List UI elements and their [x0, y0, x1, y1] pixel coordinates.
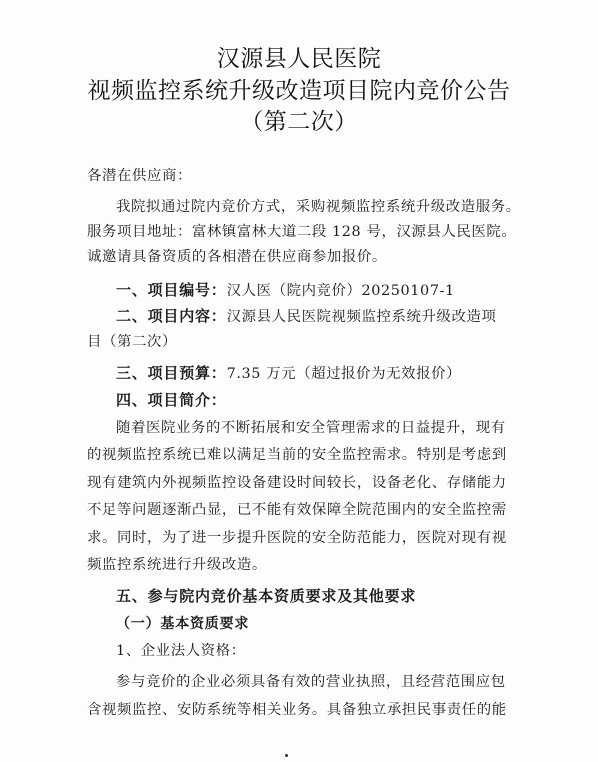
document-title-project: 视频监控系统升级改造项目院内竞价公告	[87, 78, 511, 104]
section-project-number	[116, 280, 455, 301]
qualification-paragraph-line: 参与竞价的企业必须具备有效的营业执照，且经营范围应包	[116, 674, 506, 690]
section-project-content-cont: 目（第二次）	[87, 334, 177, 350]
scan-speck	[285, 754, 288, 757]
document-title-hospital: 汉源县人民医院	[216, 46, 382, 72]
item-legal-entity: 1、企业法人资格：	[116, 643, 246, 659]
intro-paragraph-line: 频监控系统进行升级改造。	[87, 557, 267, 573]
document-title-round: （第二次）	[240, 109, 358, 135]
section-project-budget	[116, 363, 461, 384]
intro-paragraph-line: 求。同时，为了进一步提升医院的安全防范能力，医院对现有视	[87, 530, 507, 546]
intro-paragraph-line: 不足等问题逐渐凸显，已不能有效保障全院范围内的安全监控需	[87, 502, 507, 518]
section-project-content	[116, 306, 496, 327]
section-project-number-label: 一、项目编号：	[116, 281, 227, 299]
intro-line-3: 诚邀请具备资质的各相潜在供应商参加报价。	[87, 249, 387, 265]
sub-section-basic-requirements: （一）基本资质要求	[116, 616, 250, 632]
section-qualification-label: 五、参与院内竞价基本资质要求及其他要求	[116, 587, 417, 605]
greeting: 各潜在供应商：	[87, 168, 192, 184]
qualification-paragraph-line: 含视频监控、安防系统等相关业务。具备独立承担民事责任的能	[87, 702, 507, 718]
section-project-budget-value: 7.35 万元（超过报价为无效报价）	[226, 366, 462, 382]
section-project-number-value: 汉人医（院内竞价）20250107-1	[226, 283, 455, 299]
section-project-budget-label: 三、项目预算：	[116, 364, 227, 382]
intro-paragraph-line: 现有建筑内外视频监控设备建设时间较长，设备老化、存储能力	[87, 475, 507, 491]
intro-paragraph-line: 的视频监控系统已难以满足当前的安全监控需求。特别是考虑到	[87, 447, 507, 463]
intro-line-1: 我院拟通过院内竞价方式，采购视频监控系统升级改造服务。	[116, 199, 521, 215]
section-project-content-label: 二、项目内容：	[116, 307, 227, 325]
section-project-intro-label: 四、项目简介：	[116, 391, 227, 409]
intro-line-2: 服务项目地址：富林镇富林大道二段 128 号，汉源县人民医院。	[87, 224, 517, 240]
section-project-content-value: 汉源县人民医院视频监控系统升级改造项	[226, 309, 497, 325]
intro-paragraph-line: 随着医院业务的不断拓展和安全管理需求的日益提升，现有	[116, 420, 506, 436]
